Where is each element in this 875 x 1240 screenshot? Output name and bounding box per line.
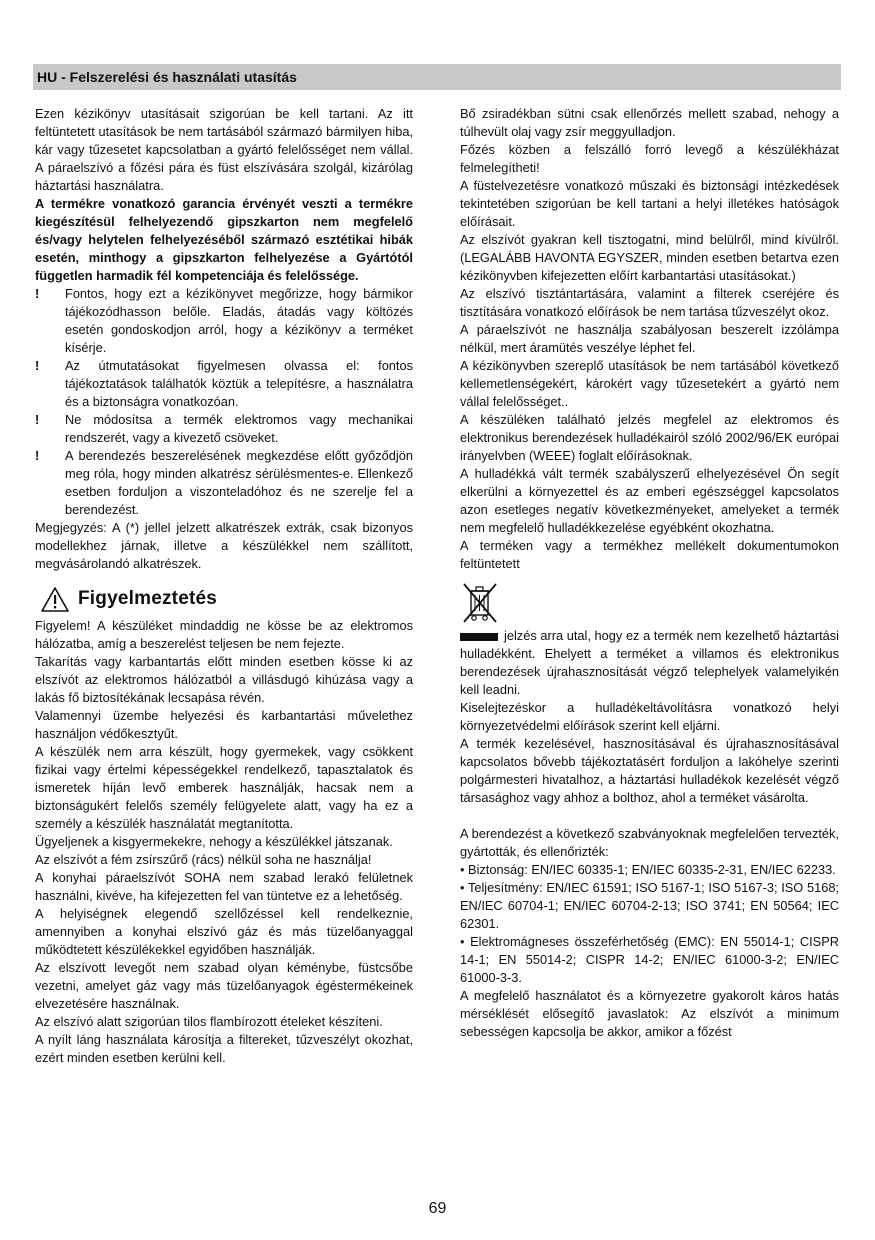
exclamation-icon: !	[35, 286, 40, 301]
section-header	[33, 64, 841, 90]
warning-paragraph: Az elszívott levegőt nem szabad olyan kéménybe, füstcsőbe vezetni, amelyet gáz vagy más tüzelőanyagok égéstermékeinek elvezetésére használnak.	[35, 960, 413, 1011]
weee-paragraph: A hulladékká vált termék szabályszerű elhelyezésével Ön segít elkerülni a környezettel és az emberi egészséggel kapcsolatos azon esetleges negatív következményeket, amelyeket a termék nem megfelelő hulladékkezelése egyébként okozhatna.	[460, 466, 839, 535]
standards-item: • Biztonság: EN/IEC 60335-1; EN/IEC 60335-2-31, EN/IEC 62233.	[460, 862, 836, 877]
right-column	[460, 105, 839, 1041]
safety-paragraph: A páraelszívót ne használja szabályosan beszerelt izzólámpa nélkül, mert áramütés veszélye léphet fel.	[460, 322, 839, 355]
list-item-text: Fontos, hogy ezt a kézikönyvet megőrizze, hogy bármikor tájékozódhasson belőle. Eladás, átadás vagy költözés esetén gondoskodjon arról, hogy a kézikönyv a terméket kísérje.	[65, 286, 413, 355]
intro-paragraph: Ezen kézikönyv utasításait szigorúan be kell tartani. Az itt feltüntetett utasítások be nem tartásából származó bármilyen hiba, kár vagy tűzesetet kapcsolatban a gyártó felelősséget nem vállal. A páraelszívó a főzési pára és füst elszívására szolgál, kizárólag háztartási használatra.	[35, 106, 413, 193]
list-item-text: Ne módosítsa a termék elektromos vagy mechanikai rendszerét, vagy a kivezető csöveket.	[65, 412, 413, 445]
note-paragraph: Megjegyzés: A (*) jellel jelzett alkatrészek extrák, csak bizonyos modellekhez járnak, illetve a készülékkel nem szállított, megvásárolandó alkatrészek.	[35, 520, 413, 571]
list-item	[35, 411, 413, 447]
warning-heading	[35, 585, 413, 613]
warning-paragraph: A helyiségnek elegendő szellőzéssel kell rendelkeznie, amennyiben a konyhai elszívó gáz és más tüzelőanyaggal működtetett készülékekkel egyidőben használják.	[35, 906, 413, 957]
list-item-text: A berendezés beszerelésének megkezdése előtt győződjön meg róla, hogy minden alkatrész sérülésmentes-e. Ellenkező esetben forduljon a viszonteladóhoz és ne szerelje fel a berendezést.	[65, 448, 413, 517]
page-number: 69	[428, 1200, 447, 1217]
weee-bar-icon	[460, 633, 498, 641]
warranty-paragraph: A termékre vonatkozó garancia érvényét veszti a termékre kiegészítésül felhelyezendő gipszkarton nem megfelelő és/vagy helytelen felhelyezéséből származó esztétikai hibák esetén, minthogy a gipszkarton felhelyezése a Gyártótól független harmadik fél kompetenciája és felelőssége.	[35, 196, 413, 283]
safety-paragraph: Az elszívó tisztántartására, valamint a filterek cseréjére és tisztítására vonatkozó előírások be nem tartása tűzveszélyt okoz.	[460, 286, 839, 319]
safety-paragraph: A kézikönyvben szereplő utasítások be nem tartásából következő kellemetlenségekért, károkért vagy tűzesetekért a gyártó nem vállal felelősséget..	[460, 358, 839, 409]
safety-paragraph: Az elszívót gyakran kell tisztogatni, mind belülről, mind kívülről. (LEGALÁBB HAVONTA EGYSZER, minden esetben betartva ezen kézikönyvben kifejezetten előírt karbantartási utasításokat.)	[460, 232, 839, 283]
warning-triangle-icon	[40, 586, 70, 613]
weee-symbol	[460, 581, 839, 625]
section-title: HU - Felszerelési és használati utasítás	[37, 69, 297, 85]
disposal-paragraph: A termék kezelésével, hasznosításával és újrahasznosításával kapcsolatos bővebb tájékoztatásért forduljon a lakóhelye szerinti polgármesteri hivatalhoz, a háztartási hulladékok kezelését végző társasághoz vagy ahhoz a bolthoz, ahol a terméket vásárolta.	[460, 736, 839, 805]
standards-item: • Teljesítmény: EN/IEC 61591; ISO 5167-1; ISO 5167-3; ISO 5168; EN/IEC 60704-1; EN/IEC 60704-2-13; ISO 3741; EN 50564; IEC 62301.	[460, 880, 839, 931]
list-item	[35, 285, 413, 357]
exclamation-icon: !	[35, 412, 40, 427]
safety-paragraph: A füstelvezetésre vonatkozó műszaki és biztonsági intézkedések tekintetében szigorúan be kell tartani a helyi illetékes hatóságok előírásait.	[460, 178, 839, 229]
warning-paragraph: Ügyeljenek a kisgyermekekre, nehogy a készülékkel játszanak.	[35, 834, 393, 849]
list-item	[35, 447, 413, 519]
warning-paragraph: Takarítás vagy karbantartás előtt minden esetben kösse ki az elszívót az elektromos hálózatból a villásdugó kihúzása vagy a lakás fő biztosítékának lecsapása révén.	[35, 654, 413, 705]
important-list	[35, 285, 413, 519]
warning-title: Figyelmeztetés	[78, 588, 218, 609]
warning-paragraph: Figyelem! A készüléket mindaddig ne kösse be az elektromos hálózatba, amíg a beszerelést teljesen be nem fejezte.	[35, 618, 413, 651]
weee-paragraph: A készüléken található jelzés megfelel az elektromos és elektronikus berendezések hulladékairól szóló 2002/96/EK európai irányelvben (WEEE) foglalt előírásoknak.	[460, 412, 839, 463]
warning-paragraph: A készülék nem arra készült, hogy gyermekek, vagy csökkent fizikai vagy értelmi képességekkel rendelkező, tapasztalatok és ismeretek híján levő emberek használják, hacsak nem a biztonságukért felelős személy felügyelete alatt, vagy ha ez a személy a készülék használatát megtanította.	[35, 744, 413, 831]
warning-paragraph: Az elszívót a fém zsírszűrő (rács) nélkül soha ne használja!	[35, 852, 372, 867]
weee-meaning-paragraph	[460, 627, 839, 699]
warning-paragraph: Valamennyi üzembe helyezési és karbantartási művelethez használjon védőkesztyűt.	[35, 708, 413, 741]
weee-paragraph: A terméken vagy a termékhez mellékelt dokumentumokon feltüntetett	[460, 538, 839, 571]
spacer	[460, 807, 839, 825]
exclamation-icon: !	[35, 358, 40, 373]
recommendations-paragraph: A megfelelő használatot és a környezetre gyakorolt káros hatás mérséklését elősegítő javaslatok: Az elszívót a minimum sebességen kapcsolja be akkor, amikor a főzést	[460, 988, 839, 1039]
standards-item: • Elektromágneses összeférhetőség (EMC): EN 55014-1; CISPR 14-1; EN 55014-2; CISPR 14-2; EN/IEC 61000-3-2; EN/IEC 61000-3-3.	[460, 934, 839, 985]
warning-paragraph: A nyílt láng használata károsítja a filtereket, tűzveszélyt okozhat, ezért minden esetben kerülni kell.	[35, 1032, 413, 1065]
disposal-paragraph: Kiselejtezéskor a hulladékeltávolításra vonatkozó helyi környezetvédelmi előírások szerint kell eljárni.	[460, 700, 839, 733]
standards-paragraph: A berendezést a következő szabványoknak megfelelően tervezték, gyártották, és ellenőrizték:	[460, 826, 839, 859]
warning-paragraph: A konyhai páraelszívót SOHA nem szabad lerakó felületnek használni, kivéve, ha kifejezetten fel van tüntetve ez a lehetőség.	[35, 870, 413, 903]
safety-paragraph: Főzés közben a felszálló forró levegő a készülékházat felmelegítheti!	[460, 142, 839, 175]
warning-paragraph: Az elszívó alatt szigorúan tilos flambírozott ételeket készíteni.	[35, 1014, 383, 1029]
list-item	[35, 357, 413, 411]
safety-paragraph: Bő zsiradékban sütni csak ellenőrzés mellett szabad, nehogy a túlhevült olaj vagy zsír meggyulladjon.	[460, 106, 839, 139]
crossed-bin-icon	[460, 581, 500, 625]
weee-meaning-text: jelzés arra utal, hogy ez a termék nem kezelhető háztartási hulladékként. Ehelyett a terméket a villamos és elektronikus berendezések újrahasznosítását végző telephelyek valamelyikén kell leadni.	[460, 628, 839, 697]
exclamation-icon: !	[35, 448, 40, 463]
left-column	[35, 105, 413, 1067]
list-item-text: Az útmutatásokat figyelmesen olvassa el: fontos tájékoztatások találhatók köztük a telepítésre, a használatra és a biztonságra vonatkozóan.	[65, 358, 413, 409]
